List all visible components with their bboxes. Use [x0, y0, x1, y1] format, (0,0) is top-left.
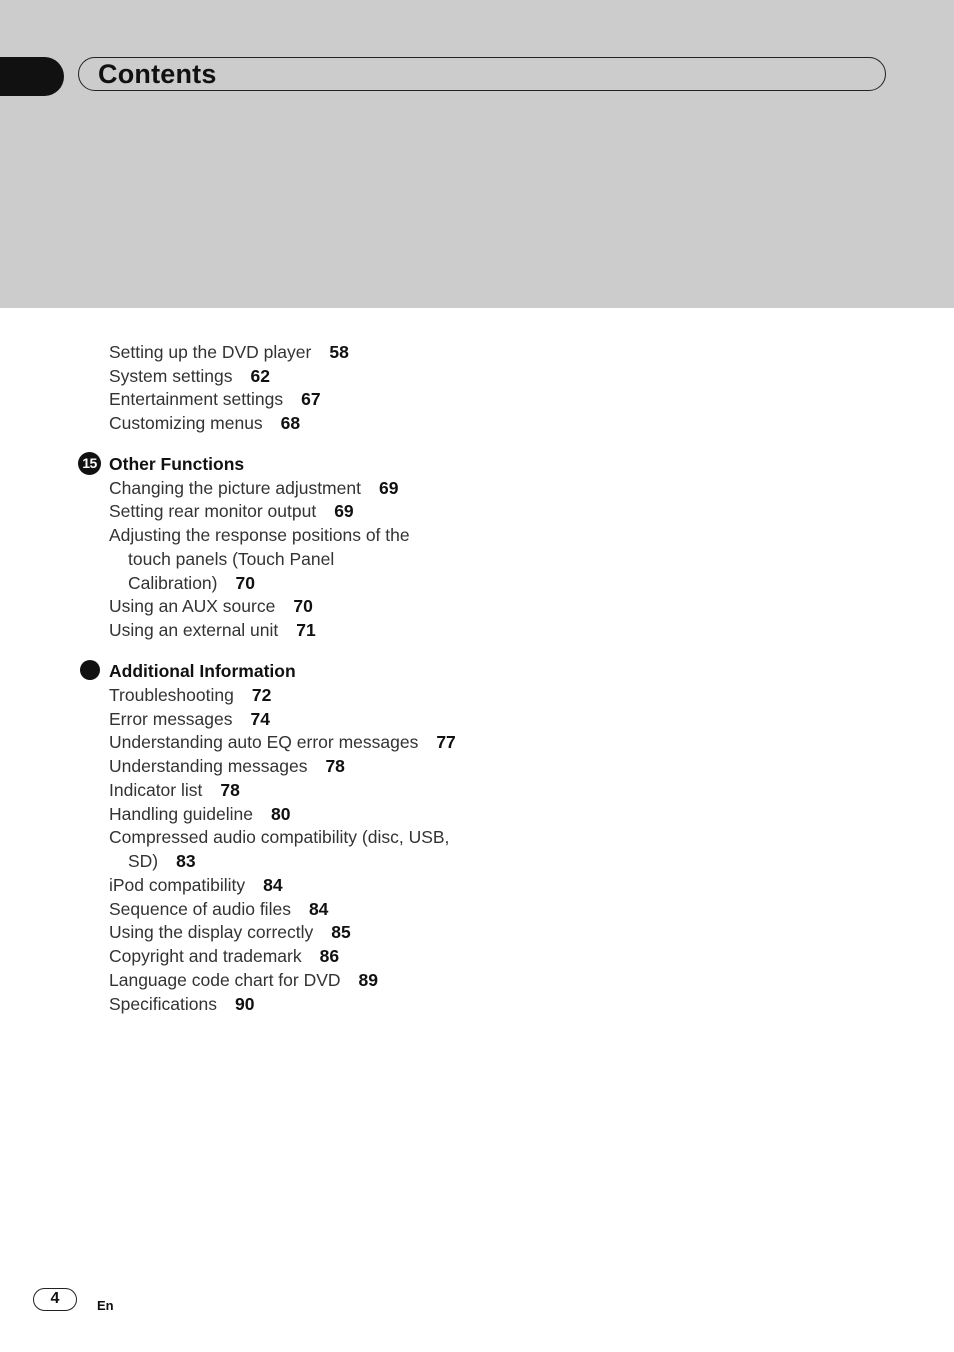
header-band — [0, 0, 954, 308]
toc-entry[interactable] — [109, 779, 240, 801]
toc-entry-page: 84 — [308, 899, 329, 919]
toc-entry-label: Handling guideline — [109, 804, 253, 824]
toc-entry-label: Setting rear monitor output — [109, 501, 317, 521]
toc-entry-label: Copyright and trademark — [109, 946, 302, 966]
toc-entry-page: 83 — [176, 851, 196, 871]
toc-entry-label: Error messages — [109, 709, 233, 729]
toc-entry-page: 69 — [334, 501, 354, 521]
toc-entry-label: Calibration) — [128, 573, 218, 593]
toc-entry[interactable] — [109, 365, 270, 387]
toc-entry-continuation[interactable] — [128, 850, 196, 872]
section-bullet-icon — [80, 660, 100, 680]
toc-entry[interactable] — [109, 500, 354, 522]
page-title: Contents — [98, 59, 217, 89]
toc-entry-label: System settings — [109, 366, 233, 386]
toc-entry[interactable] — [109, 477, 398, 499]
toc-entry-page: 62 — [250, 366, 270, 386]
toc-entry[interactable] — [109, 921, 351, 943]
toc-entry-page: 86 — [319, 946, 340, 966]
toc-entry-page: 78 — [220, 780, 240, 800]
toc-entry-label: touch panels (Touch Panel — [128, 549, 335, 569]
toc-entry-label: Understanding auto EQ error messages — [109, 732, 419, 752]
toc-entry-label: Compressed audio compatibility (disc, USB, — [109, 827, 450, 847]
toc-entry-page: 89 — [358, 970, 379, 990]
toc-entry-label: Using an external unit — [109, 620, 279, 640]
language-code: En — [97, 1298, 114, 1313]
toc-entry[interactable] — [109, 945, 339, 967]
toc-entry[interactable] — [109, 619, 316, 641]
toc-entry-label: iPod compatibility — [109, 875, 246, 895]
toc-entry-page: 84 — [263, 875, 283, 895]
toc-entry-page: 68 — [280, 413, 301, 433]
toc-entry-label: Using the display correctly — [109, 922, 314, 942]
toc-entry[interactable] — [109, 803, 290, 825]
toc-entry[interactable] — [109, 993, 254, 1015]
toc-entry-label: SD) — [128, 851, 159, 871]
toc-entry-page: 72 — [251, 685, 272, 705]
toc-entry[interactable] — [109, 684, 271, 706]
toc-entry-label: Language code chart for DVD — [109, 970, 341, 990]
toc-entry-label: Adjusting the response positions of the — [109, 525, 410, 545]
title-frame — [78, 57, 886, 91]
toc-entry[interactable] — [109, 755, 345, 777]
toc-entry[interactable] — [109, 969, 378, 991]
toc-entry-label: Understanding messages — [109, 756, 308, 776]
toc-entry-label: Entertainment settings — [109, 389, 284, 409]
toc-entry[interactable] — [109, 595, 313, 617]
toc-entry[interactable] — [109, 708, 270, 730]
section-title-other-functions[interactable]: Other Functions — [109, 454, 245, 474]
toc-entry-label: Indicator list — [109, 780, 203, 800]
toc-entry-page: 58 — [329, 342, 349, 362]
chapter-tab — [0, 57, 64, 96]
toc-entry[interactable] — [109, 388, 321, 410]
section-number-badge: 15 — [78, 452, 101, 475]
toc-entry[interactable] — [109, 341, 349, 363]
toc-entry-page: 77 — [436, 732, 456, 752]
page-number: 4 — [33, 1288, 77, 1311]
toc-entry-continuation[interactable] — [128, 572, 255, 594]
toc-entry-page: 74 — [250, 709, 270, 729]
toc-entry[interactable] — [109, 874, 283, 896]
toc-entry-label: Specifications — [109, 994, 217, 1014]
toc-entry-page: 71 — [296, 620, 316, 640]
toc-entry-page: 69 — [378, 478, 399, 498]
toc-entry-page: 67 — [301, 389, 321, 409]
toc-entry-page: 70 — [293, 596, 313, 616]
toc-entry-page: 80 — [271, 804, 291, 824]
toc-entry-label: Using an AUX source — [109, 596, 276, 616]
toc-entry-page: 70 — [235, 573, 255, 593]
toc-entry[interactable] — [109, 898, 328, 920]
toc-entry[interactable] — [109, 412, 300, 434]
toc-entry-label: Setting up the DVD player — [109, 342, 312, 362]
toc-entry-page: 90 — [234, 994, 255, 1014]
section-title-additional-information[interactable]: Additional Information — [109, 661, 296, 681]
toc-entry[interactable] — [109, 731, 456, 753]
toc-entry-label: Customizing menus — [109, 413, 263, 433]
toc-entry-page: 78 — [325, 756, 345, 776]
toc-entry[interactable] — [109, 826, 449, 848]
toc-entry-label: Changing the picture adjustment — [109, 478, 361, 498]
toc-entry-label: Sequence of audio files — [109, 899, 291, 919]
toc-entry-page: 85 — [331, 922, 351, 942]
toc-entry-label: Troubleshooting — [109, 685, 234, 705]
toc-entry-continuation[interactable] — [128, 548, 334, 570]
toc-entry[interactable] — [109, 524, 410, 546]
